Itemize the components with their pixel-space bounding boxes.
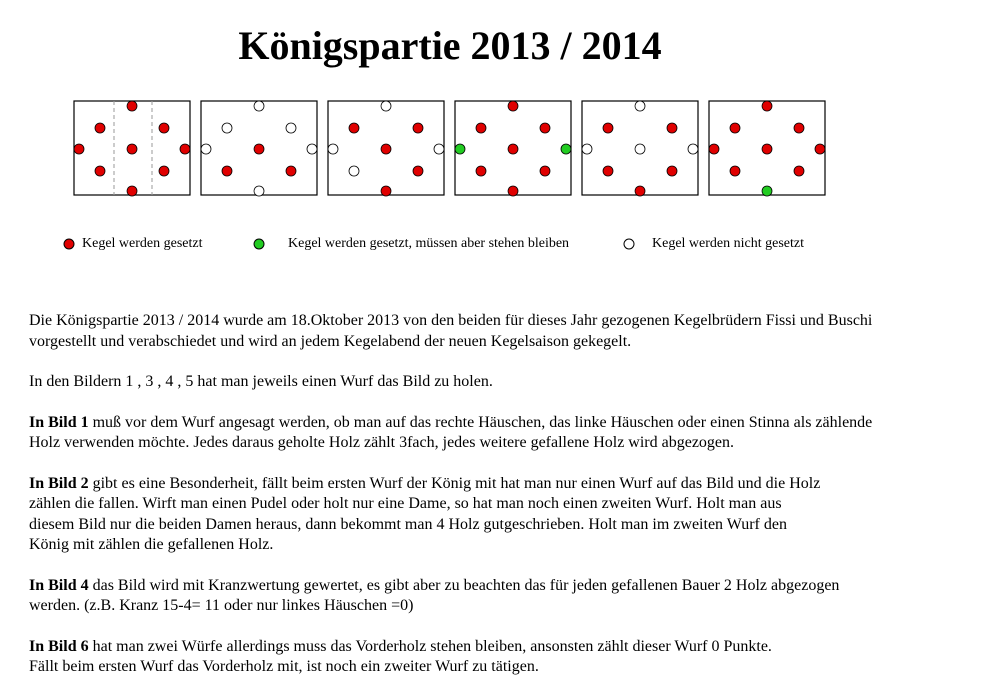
legend-label-red: Kegel werden gesetzt [82,236,203,251]
pin-center [635,144,645,154]
pin-top [127,101,137,111]
page-title: Königspartie 2013 / 2014 [238,23,662,68]
pin-center [381,144,391,154]
pin-diagram-5 [582,101,698,196]
pin-left [582,144,592,154]
pin-left [709,144,719,154]
pin-right [434,144,444,154]
pin-upper-left [349,123,359,133]
legend-label-white: Kegel werden nicht gesetzt [652,236,804,251]
pin-top [635,101,645,111]
legend-item-green [252,236,569,252]
pin-diagram-2 [201,101,317,196]
pin-lower-right [159,166,169,176]
pin-upper-right [159,123,169,133]
pin-diagrams [73,100,833,197]
pin-right [561,144,571,154]
red-pin-icon [62,237,76,251]
pin-upper-left [603,123,613,133]
pin-lower-left [476,166,486,176]
pin-top [381,101,391,111]
pin-upper-right [286,123,296,133]
legend-item-white [622,236,804,252]
pin-left [74,144,84,154]
pin-lower-right [794,166,804,176]
pin-lower-right [667,166,677,176]
pin-lower-left [730,166,740,176]
pin-center [508,144,518,154]
pin-top [762,101,772,111]
pin-lower-left [222,166,232,176]
legend-label-green: Kegel werden gesetzt, müssen aber stehen bleiben [288,236,570,251]
pin-upper-left [476,123,486,133]
pin-bottom [254,186,264,196]
pin-left [455,144,465,154]
pin-upper-right [667,123,677,133]
pin-diagram-6 [709,101,825,196]
pin-upper-left [95,123,105,133]
pin-lower-left [603,166,613,176]
paragraph-bild-6: In Bild 6 hat man zwei Würfe allerdings muss das Vorderholz stehen bleiben, ansonsten zählt dieser Wurf 0 Punkte. Fällt beim ersten Wurf das Vorderholz mit, ist noch ein zweiter Wurf zu tätigen. [29,637,772,675]
pin-top [508,101,518,111]
pin-bottom [635,186,645,196]
paragraph-general: In den Bildern 1 , 3 , 4 , 5 hat man jeweils einen Wurf das Bild zu holen. [29,373,493,390]
pin-upper-right [413,123,423,133]
pin-diagram-4 [455,101,571,196]
pin-upper-right [540,123,550,133]
pin-bottom [381,186,391,196]
legend-item-red [62,236,203,252]
pin-left [201,144,211,154]
pin-top [254,101,264,111]
paragraph-bild-1: In Bild 1 muß vor dem Wurf angesagt werden, ob man auf das rechte Häuschen, das linke Häuschen oder einen Stinna als zählende Holz verwenden möchte. Jedes daraus geholte Holz zählt 3fach, jedes weitere gefallene Holz wird abgezogen. [29,413,873,451]
pin-lower-right [286,166,296,176]
pin-right [688,144,698,154]
pin-right [307,144,317,154]
pin-left [328,144,338,154]
pin-upper-right [794,123,804,133]
pin-center [127,144,137,154]
pin-lower-left [95,166,105,176]
pin-upper-left [222,123,232,133]
rules-text [29,311,969,698]
pin-bottom [762,186,772,196]
pin-diagram-3 [328,101,444,196]
pin-bottom [127,186,137,196]
pin-diagram-1 [74,101,190,196]
pin-lower-right [540,166,550,176]
pin-diagrams-svg [73,100,833,197]
paragraph-bild-2: In Bild 2 gibt es eine Besonderheit, fällt beim ersten Wurf der König mit hat man nur einen Wurf auf das Bild und die Holz zählen die fallen. Wirft man einen Pudel oder holt nur eine Dame, so hat man noch einen zweiten Wurf. Holt man aus diesem Bild nur die beiden Damen heraus, dann bekommt man 4 Holz gutgeschrieben. Holt man im zweiten Wurf den König mit zählen die gefallenen Holz. [29,474,821,553]
pin-lower-right [413,166,423,176]
paragraph-bild-4: In Bild 4 das Bild wird mit Kranzwertung gewertet, es gibt aber zu beachten das für jeden gefallenen Bauer 2 Holz abgezogen werden. (z.B. Kranz 15-4= 11 oder nur linkes Häuschen =0) [29,576,840,614]
green-pin-icon [252,237,266,251]
pin-center [762,144,772,154]
pin-right [180,144,190,154]
pin-center [254,144,264,154]
white-pin-icon [622,237,636,251]
legend [0,236,990,260]
pin-lower-left [349,166,359,176]
pin-bottom [508,186,518,196]
pin-upper-left [730,123,740,133]
paragraph-intro: Die Königspartie 2013 / 2014 wurde am 18.Oktober 2013 von den beiden für dieses Jahr gezogenen Kegelbrüdern Fissi und Buschi vorgestellt und verabschiedet und wird an jedem Kegelabend der neuen Kegelsaison gekegelt. [29,312,873,350]
pin-right [815,144,825,154]
